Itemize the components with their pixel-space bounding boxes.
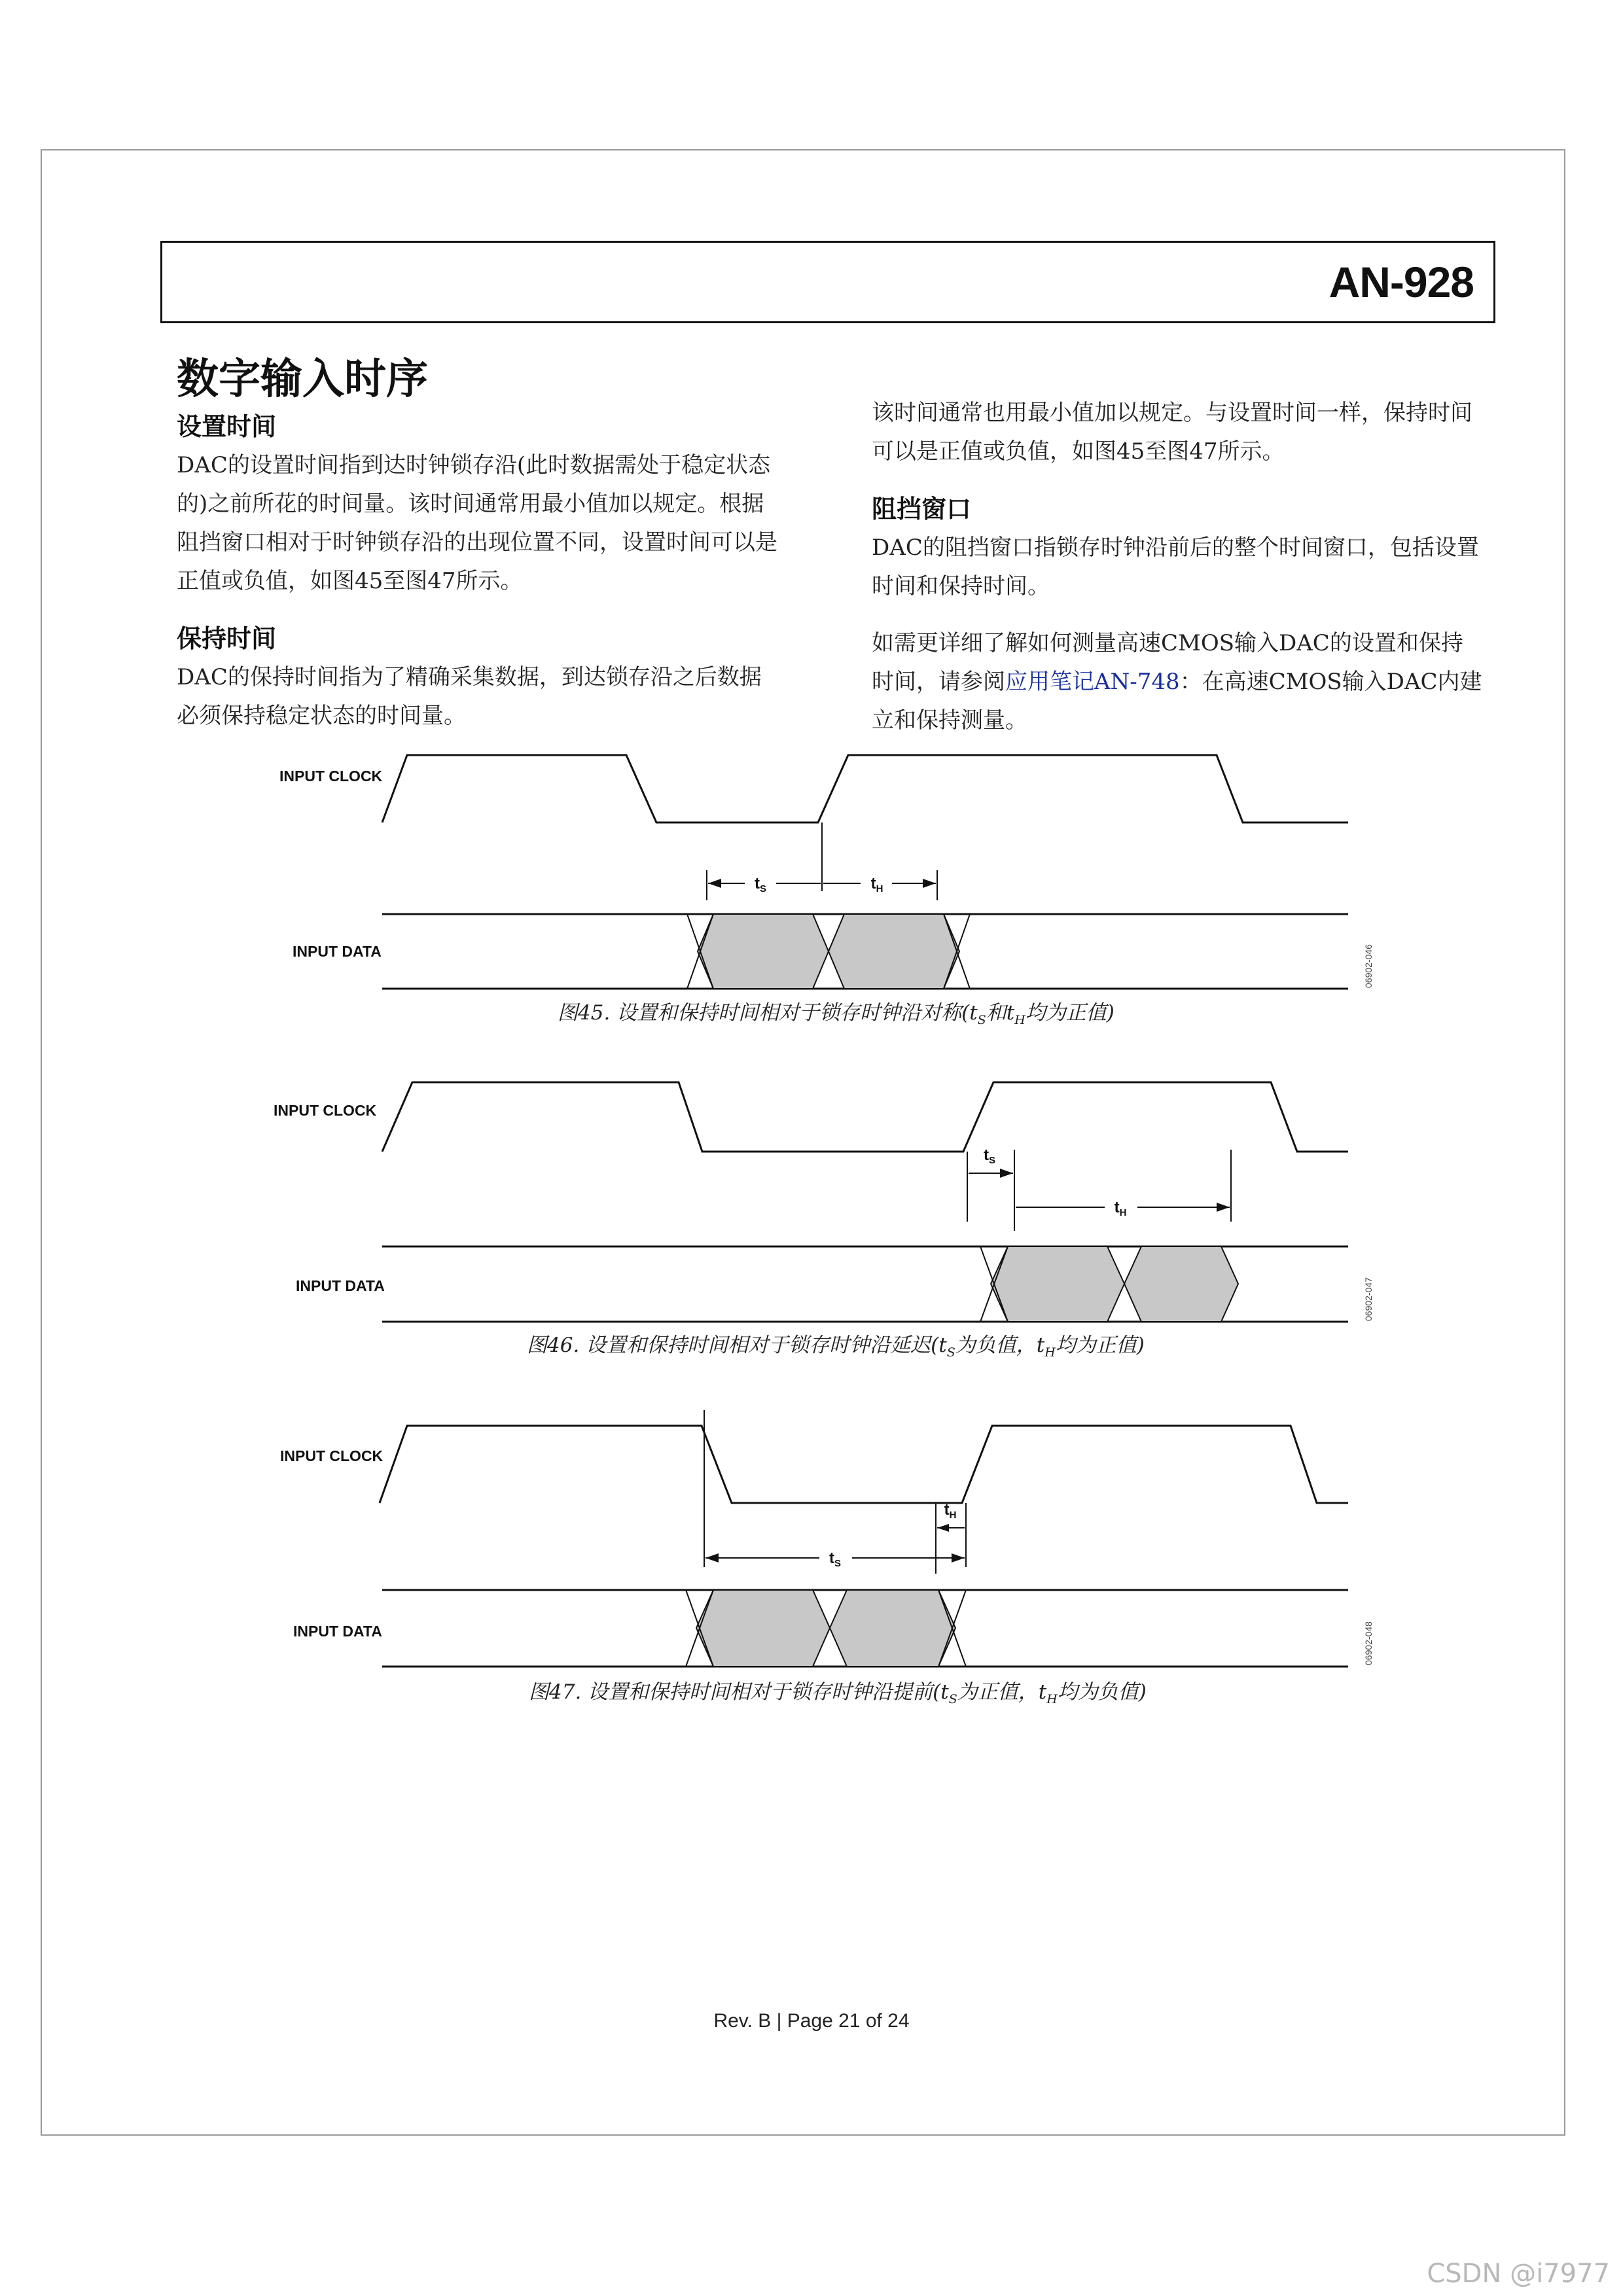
- more-suffix: ：在高速CMOS输入DAC内建立和保持测量。: [872, 669, 1482, 733]
- right-column: [872, 394, 1484, 740]
- ts-arrowhead: [1000, 1169, 1013, 1178]
- ts-arrowhead-left: [708, 879, 721, 888]
- header-box: [160, 241, 1495, 323]
- keepout-heading: 阻挡窗口: [872, 495, 972, 523]
- data-eye-1: [696, 1590, 830, 1667]
- clock-label: INPUT CLOCK: [280, 1447, 383, 1464]
- clock-label: INPUT CLOCK: [274, 1102, 377, 1119]
- keepout-text: DAC的阻挡窗口指锁存时钟沿前后的整个时间窗口，包括设置时间和保持时间。: [872, 535, 1479, 599]
- figure-47-caption: 图47. 设置和保持时间相对于锁存时钟沿提前($t_S$为正值，$t_H$均为负值): [529, 1680, 1147, 1707]
- th-arrowhead-right: [923, 879, 936, 888]
- keepout-more-text: [872, 624, 1484, 740]
- data-eye-2: [830, 1590, 955, 1667]
- th-arrowhead: [937, 1524, 949, 1532]
- timing-diagram-47: [255, 1410, 1394, 1718]
- page-title: 数字输入时序: [177, 355, 428, 404]
- watermark: CSDN @i7977: [1427, 2259, 1610, 2289]
- ts-label: $t_S$: [754, 875, 767, 894]
- data-label: INPUT DATA: [293, 943, 382, 960]
- more-prefix: 如需更详细了解如何测量高速CMOS输入DAC的设置和保持时间，请参阅: [872, 630, 1463, 695]
- clock-label: INPUT CLOCK: [279, 768, 383, 785]
- an748-link[interactable]: 应用笔记AN-748: [1005, 669, 1180, 695]
- ts-arrowhead-left: [705, 1553, 719, 1563]
- page-footer: Rev. B | Page 21 of 24: [713, 2010, 910, 2032]
- clock-waveform: [382, 1082, 1348, 1152]
- left-column: [177, 407, 779, 735]
- setup-heading: 设置时间: [177, 412, 277, 441]
- figure-46: [255, 1076, 1394, 1364]
- figure-code: 06902-046: [1363, 944, 1374, 988]
- data-eye-2: [1124, 1246, 1238, 1322]
- ts-label: $t_S$: [983, 1146, 996, 1166]
- figure-code: 06902-047: [1363, 1277, 1374, 1321]
- hold-heading: 保持时间: [177, 624, 277, 653]
- figure-code: 06902-048: [1363, 1621, 1374, 1665]
- data-eye-1: [991, 1246, 1124, 1322]
- data-eye-1: [698, 914, 829, 989]
- doc-id: AN-928: [1329, 258, 1474, 306]
- data-label: INPUT DATA: [296, 1277, 385, 1294]
- clock-waveform: [380, 1426, 1348, 1503]
- ts-arrowhead-right: [952, 1553, 965, 1563]
- setup-text: DAC的设置时间指到达时钟锁存沿(此时数据需处于稳定状态的)之前所花的时间量。该时间通常用最小值加以规定。根据阻挡窗口相对于时钟锁存沿的出现位置不同，设置时间可以是正值或负值，如图45至图47所示。: [177, 452, 777, 594]
- figure-45: [255, 746, 1394, 1034]
- clock-waveform: [382, 755, 1348, 822]
- timing-diagram-46: [255, 1076, 1394, 1364]
- th-label: $t_H$: [1114, 1199, 1127, 1218]
- figure-47: [255, 1410, 1394, 1718]
- th-arrowhead-right: [1217, 1203, 1230, 1212]
- th-label: $t_H$: [944, 1501, 957, 1521]
- th-label: $t_H$: [870, 875, 883, 894]
- hold-text-continued: 该时间通常也用最小值加以规定。与设置时间一样，保持时间可以是正值或负值，如图45至图47所示。: [872, 400, 1472, 465]
- figure-46-caption: 图46. 设置和保持时间相对于锁存时钟沿延迟($t_S$为负值，$t_H$均为正值): [527, 1333, 1145, 1360]
- data-label: INPUT DATA: [293, 1623, 382, 1640]
- ts-label: $t_S$: [829, 1549, 842, 1569]
- hold-text: DAC的保持时间指为了精确采集数据，到达锁存沿之后数据必须保持稳定状态的时间量。: [177, 664, 762, 729]
- data-eye-2: [829, 914, 959, 989]
- timing-diagram-45: [255, 746, 1394, 1034]
- figure-45-caption: 图45. 设置和保持时间相对于锁存时钟沿对称($t_S$和$t_H$均为正值): [558, 1001, 1115, 1028]
